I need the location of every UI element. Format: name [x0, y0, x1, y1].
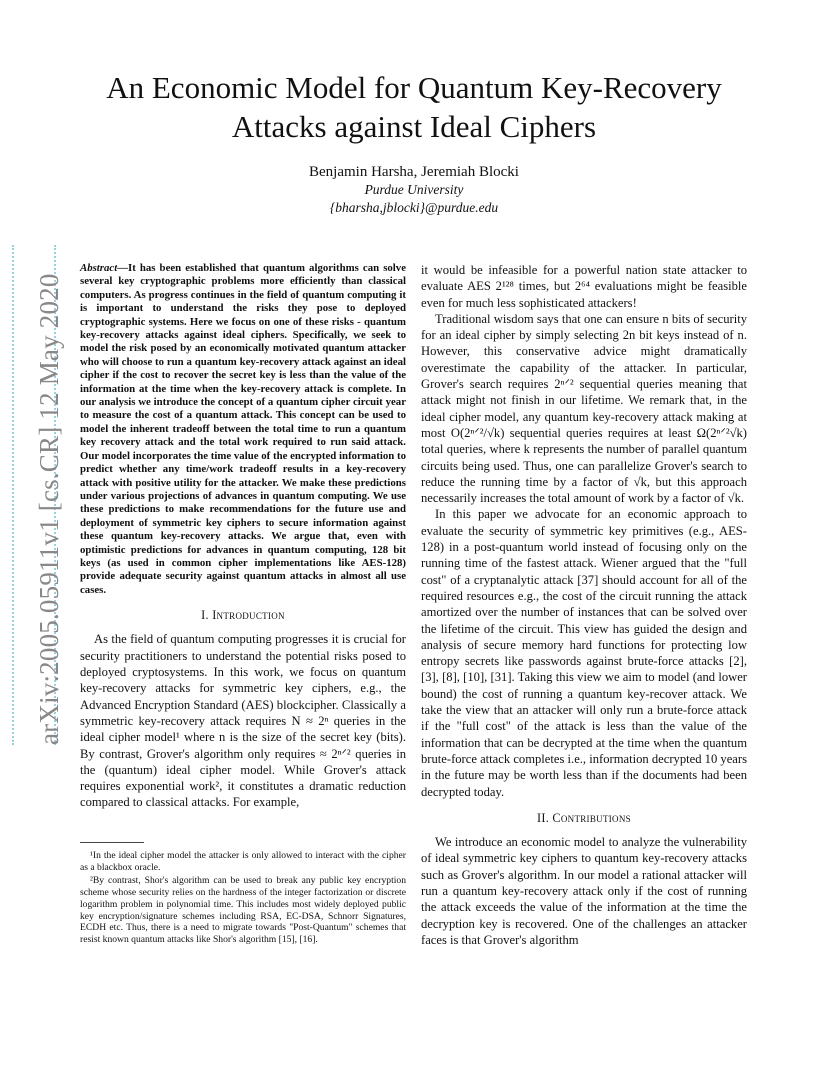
abstract-text: —It has been established that quantum algorithms can solve several key cryptographic problems more efficiently than classical computers. As progress continues in the field of quantum computing it is important to understand the risks they pose to deployed cryptographic systems. Here we focus on one of these risks - quantum key-recovery attacks against ideal ciphers. Specifically, we seek to model the risk posed by an economically motivated quantum attacker who will choose to run a quantum key-recovery attack against an ideal cipher if the cost to recover the secret key is less than the value of the information at the time when the key-recovery attack is complete. In our analysis we introduce the concept of a quantum cipher circuit year to measure the cost of a quantum attack. This concept can be used to model the inherent tradeoff between the total time to run a quantum key recovery attack and the total work required to run said attack. Our model incorporates the time value of the encrypted information to predict whether any time/work tradeoff results in a key-recovery attack with positive utility for the attacker. We make these predictions under various projections of advances in quantum computing. We use these predictions to make recommendations for the future use and deployment of symmetric key ciphers to secure information against these quantum key-recovery attacks. We argue that, even with optimistic predictions for advances in quantum computing, 128 bit keys (as used in common cipher implementations like AES-128) provide adequate security against quantum attacks in almost all use cases.	[80, 262, 406, 596]
email: {bharsha,jblocki}@purdue.edu	[329, 200, 499, 215]
right-paragraph-2: Traditional wisdom says that one can ensure n bits of security for an ideal cipher by simply selecting 2n bit keys instead of n. However, this conservative advice might dramatically overestimate the capability of the attacker. In particular, Grover's search requires 2ⁿᐟ² sequential queries meaning that attack might not finish in our lifetime. We remark that, in the ideal cipher model, any quantum key-recovery attack making at most O(2ⁿᐟ²/√k) sequential queries requires at least Ω(2ⁿᐟ²√k) total queries, where k represents the number of parallel quantum circuits being used. Thus, one can parallelize Grover's search to reduce the running time by a factor of √k, but this approach necessarily increases the total amount of work by a factor of √k.	[421, 311, 747, 506]
author-block	[60, 163, 768, 217]
footnotes	[80, 850, 406, 948]
left-column	[80, 262, 406, 811]
right-paragraph-1: it would be infeasible for a powerful nation state attacker to evaluate AES 2¹²⁸ times, but 2⁶⁴ evaluations might be feasible even for much less sophisticated attackers!	[421, 263, 747, 310]
intro-paragraph: As the field of quantum computing progresses it is crucial for security practitioners to understand the potential risks posed to deployed cryptosystems. In this work, we focus on quantum key-recovery attacks for symmetric key ciphers, e.g., the Advanced Encryption Standard (AES) blockcipher. Classically a symmetric key-recovery attack requires N ≈ 2ⁿ queries in the ideal cipher model¹ where n is the size of the secret key (bits). By contrast, Grover's algorithm only requires ≈ 2ⁿᐟ² queries in the (quantum) ideal cipher model. While Grover's attack requires exponential work², it constitutes a dramatic reduction compared to classical attacks. For example,	[80, 632, 406, 810]
abstract	[80, 262, 406, 597]
right-paragraph-3: In this paper we advocate for an economic approach to evaluate the security of symmetric key primitives (e.g., AES-128) in a post-quantum world instead of focusing only on the running time of the fastest attack. Wiener argued that the "full cost" of a cryptanalytic attack [37] should account for all of the required resources e.g., the cost of the circuit running the attack amortized over the number of instances that can be solved over the lifetime of the circuit. This view has guided the design and analysis of secure memory hard functions for protecting low entropy secrets like passwords against brute-force attacks [2], [3], [8], [10], [31]. Taking this view we aim to model (and lower bound) the cost of running a quantum key-recover attack. We take the view that an attacker will only run a brute-force attack if the "full cost" of the attack is less than the value of the information that can be decrypted at the time when the quantum brute-force attack completes i.e., information decrypted 10 years in the future may be worth less than if the documents had been decrypted today.	[421, 507, 747, 799]
authors: Benjamin Harsha, Jeremiah Blocki	[309, 164, 519, 180]
footnote-rule	[80, 842, 144, 843]
affiliation: Purdue University	[364, 182, 464, 197]
section-heading-contributions: II. Contributions	[537, 810, 631, 825]
right-column	[421, 262, 747, 948]
paper-title: An Economic Model for Quantum Key-Recovery Attacks against Ideal Ciphers	[106, 70, 722, 144]
contributions-paragraph: We introduce an economic model to analyze the vulnerability of ideal symmetric key ciphers to quantum key-recovery attacks such as Grover's algorithm. In our model a rational attacker will run a quantum key-recovery attack only if the cost of running the attack exceeds the value of the information at the time the decryption key is recovered. One of the challenges an attacker faces is that Grover's algorithm	[421, 835, 747, 947]
footnote-2: ²By contrast, Shor's algorithm can be used to break any public key encryption scheme whose security relies on the hardness of the integer factorization or discrete logarithm problem in polynomial time. This includes most widely deployed public key encryption/signature schemes including RSA, EC-DSA, Schnorr Signatures, ECDH etc. Thus, there is a need to migrate towards "Post-Quantum" schemes that resist known quantum attacks like Shor's algorithm [15], [16].	[80, 875, 406, 945]
section-heading-introduction: I. Introduction	[201, 608, 285, 623]
footnote-1: ¹In the ideal cipher model the attacker is only allowed to interact with the cipher as a blackbox oracle.	[80, 850, 406, 873]
abstract-label: Abstract	[80, 262, 118, 274]
arxiv-watermark	[12, 245, 64, 745]
arxiv-id: arXiv:2005.05911v1 [cs.CR] 12 May 2020	[34, 273, 64, 745]
